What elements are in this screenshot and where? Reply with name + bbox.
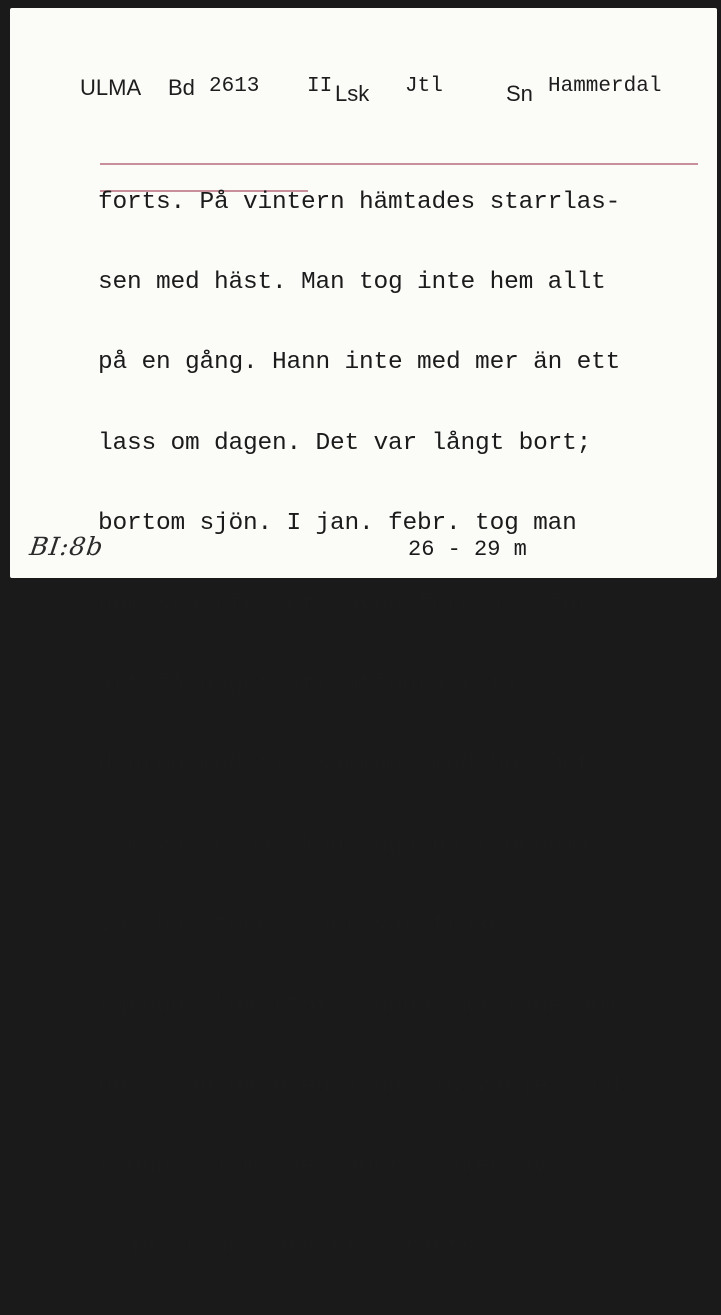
archive-index-card bbox=[10, 8, 717, 1261]
archive-name: ULMA bbox=[80, 75, 142, 100]
county-name: Jtl bbox=[405, 75, 443, 98]
volume-part: II bbox=[307, 75, 333, 98]
volume-number: 2613 bbox=[209, 75, 260, 98]
text-line: sen med häst. Man tog inte hem allt bbox=[98, 268, 606, 296]
text-line: djuren med tillsammans med hö. Det bbox=[98, 751, 592, 779]
county-label: Lsk bbox=[335, 81, 370, 106]
parish-name: Hammerdal bbox=[548, 75, 662, 98]
text-line: på en gång. Hann inte med mer än ett bbox=[98, 349, 621, 377]
text-line: som växte på skogsängarna (sönnom) bbox=[98, 831, 592, 859]
text-line: bortom sjön. I jan. febr. tog man bbox=[98, 510, 577, 538]
parish-label: Sn bbox=[506, 81, 533, 106]
card-body-text bbox=[98, 136, 620, 1315]
text-line: var hästfoder. Det var fräken bbox=[98, 912, 519, 940]
text-line: hem starrfodret; även före jul för bbox=[98, 590, 592, 618]
text-line: (sönn). Timrade lador. Taken av bbox=[98, 1153, 548, 1181]
text-line: (gröun);"hästfors-sönna" kallade dom bbox=[98, 992, 621, 1020]
text-line: lass om dagen. Det var långt bort; bbox=[98, 429, 592, 457]
text-line: spjälor och bräder. forts. bbox=[98, 1233, 490, 1261]
text-line: forts. På vintern hämtades starrlas- bbox=[98, 188, 621, 216]
text-line: att få något att utfodra (stiill) bbox=[98, 670, 577, 698]
page-range: 26 - 29 m bbox=[408, 537, 527, 562]
volume-label: Bd bbox=[168, 75, 195, 100]
handwritten-signum: BI:8b bbox=[27, 532, 106, 561]
text-line: det. Man hade en lada vid varje sund bbox=[98, 1072, 621, 1100]
